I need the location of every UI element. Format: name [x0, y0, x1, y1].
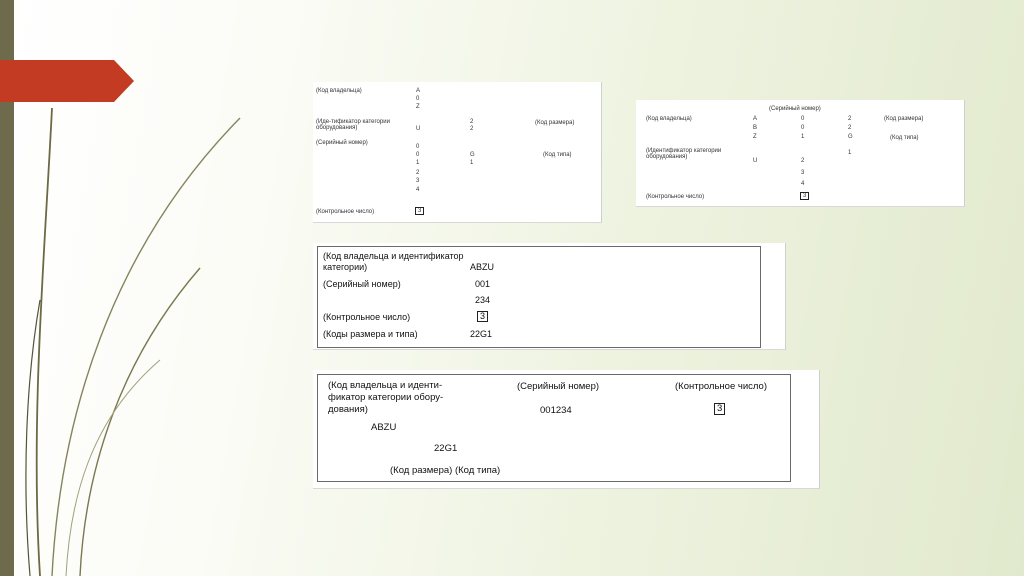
serial-label: (Серийный номер) — [769, 106, 821, 112]
type-code-label: (Код типа) — [890, 135, 919, 141]
owner-category-value: ABZU — [470, 262, 495, 272]
letter: Z — [753, 134, 757, 140]
check-digit-label: (Контрольное число) — [646, 194, 705, 200]
serial-digit: 0 — [416, 152, 420, 158]
category-letter: U — [753, 158, 758, 164]
owner-category-label: (Код владельца и идентификатор категории) — [323, 251, 464, 272]
scan-column-marking — [313, 243, 786, 350]
letter: B — [753, 125, 758, 131]
digit: G — [848, 134, 853, 140]
serial-digit: 2 — [416, 170, 420, 176]
owner-code-label: (Код владельца) — [646, 116, 692, 122]
serial-digit: 0 — [416, 144, 420, 150]
scan-horizontal-marking — [636, 100, 965, 207]
serial-digit: 1 — [416, 160, 420, 166]
check-digit-value: 3 — [477, 311, 488, 322]
check-digit-value: 3 — [714, 403, 725, 415]
serial-part-1: 001 — [475, 279, 491, 289]
serial-digit: 4 — [416, 187, 420, 193]
digit: 0 — [801, 116, 805, 122]
owner-category-label: (Код владельца и иденти-фикатор категории обору-дования) — [328, 380, 444, 415]
serial-digit: 2 — [801, 158, 805, 164]
codes-label: (Коды размера и типа) — [323, 329, 418, 339]
scan-row-marking — [313, 370, 820, 489]
serial-value: 001234 — [540, 405, 572, 416]
digit: 1 — [801, 134, 805, 140]
check-digit-label: (Контрольное число) — [675, 381, 767, 392]
letter: A — [753, 116, 758, 122]
check-digit-value: 3 — [800, 192, 809, 200]
check-digit-value: 3 — [415, 207, 424, 215]
serial-digit: 3 — [801, 170, 805, 176]
size-digit: 2 — [470, 126, 474, 132]
category-letter: U — [416, 126, 421, 132]
serial-label: (Серийный номер) — [323, 279, 401, 289]
serial-digit: 4 — [801, 181, 805, 187]
digit: 2 — [848, 116, 852, 122]
check-digit-label: (Контрольное число) — [316, 209, 375, 215]
check-digit-label: (Контрольное число) — [323, 312, 411, 322]
red-arrow-banner — [0, 60, 134, 102]
type-code-label: (Код типа) — [543, 152, 572, 158]
owner-category-value: ABZU — [371, 422, 397, 433]
size-code-label: (Код размера) — [884, 116, 924, 122]
codes-value: 22G1 — [470, 329, 493, 339]
size-code-label: (Код размера) — [535, 120, 575, 126]
category-label: (Идентификатор категории оборудования) — [646, 148, 722, 160]
category-label: (Иде-тификатор категории оборудования) — [316, 119, 390, 131]
serial-label: (Серийный номер) — [316, 140, 368, 146]
codes-label: (Код размера) (Код типа) — [390, 465, 501, 476]
letter: A — [416, 88, 421, 94]
serial-label: (Серийный номер) — [517, 381, 600, 392]
type-digit: 1 — [470, 160, 474, 166]
serial-part-2: 234 — [475, 295, 491, 305]
digit: 0 — [801, 125, 805, 131]
digit: 1 — [848, 150, 852, 156]
letter: 0 — [416, 96, 420, 102]
scan-vertical-marking — [313, 82, 602, 223]
owner-code-label: (Код владельца) — [316, 88, 362, 94]
size-digit: 2 — [470, 119, 474, 125]
digit: 2 — [848, 125, 852, 131]
serial-digit: 3 — [416, 178, 420, 184]
codes-value: 22G1 — [434, 443, 458, 454]
letter: Z — [416, 104, 420, 110]
type-digit: G — [470, 152, 475, 158]
